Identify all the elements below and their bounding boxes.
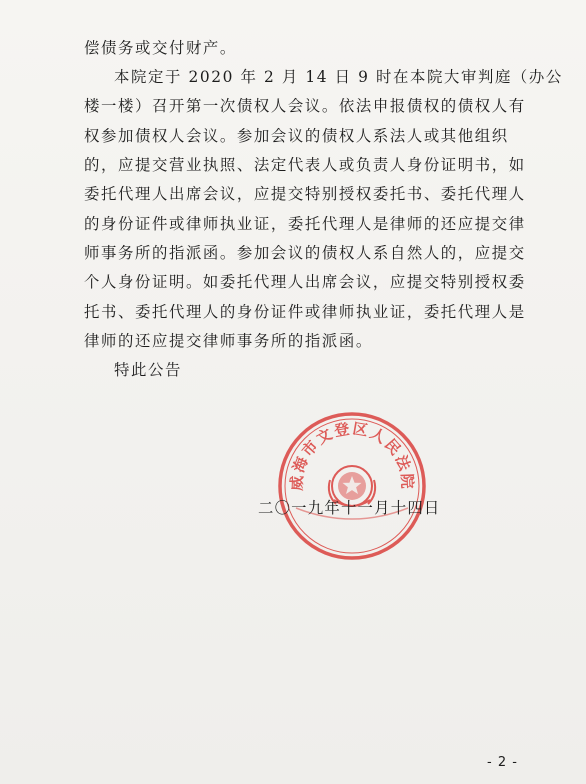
text-line-5: 的，应提交营业执照、法定代表人或负责人身份证明书，如 (84, 156, 526, 174)
text-line-2: 本院定于 2020 年 2 月 14 日 9 时在本院大审判庭（办公 (114, 68, 563, 86)
text-line-12: 特此公告 (114, 361, 182, 379)
text-line-8: 师事务所的指派函。参加会议的债权人系自然人的，应提交 (84, 244, 526, 262)
court-seal-icon (276, 410, 428, 562)
text-line-1: 偿债务或交付财产。 (84, 39, 237, 57)
text-line-10: 托书、委托代理人的身份证件或律师执业证，委托代理人是 (84, 303, 526, 321)
text-line-4: 权参加债权人会议。参加会议的债权人系法人或其他组织 (84, 127, 509, 145)
document-date: 二〇一九年十一月十四日 (258, 499, 441, 517)
text-line-9: 个人身份证明。如委托代理人出席会议，应提交特别授权委 (84, 273, 526, 291)
text-line-11: 律师的还应提交律师事务所的指派函。 (84, 332, 373, 350)
text-line-3: 楼一楼）召开第一次债权人会议。依法申报债权的债权人有 (84, 97, 526, 115)
text-line-7: 的身份证件或律师执业证，委托代理人是律师的还应提交律 (84, 215, 526, 233)
page-number: - 2 - (487, 755, 518, 770)
seal-text: 威海市文登区人民法院 (287, 419, 417, 491)
text-line-6: 委托代理人出席会议，应提交特别授权委托书、委托代理人 (84, 185, 526, 203)
